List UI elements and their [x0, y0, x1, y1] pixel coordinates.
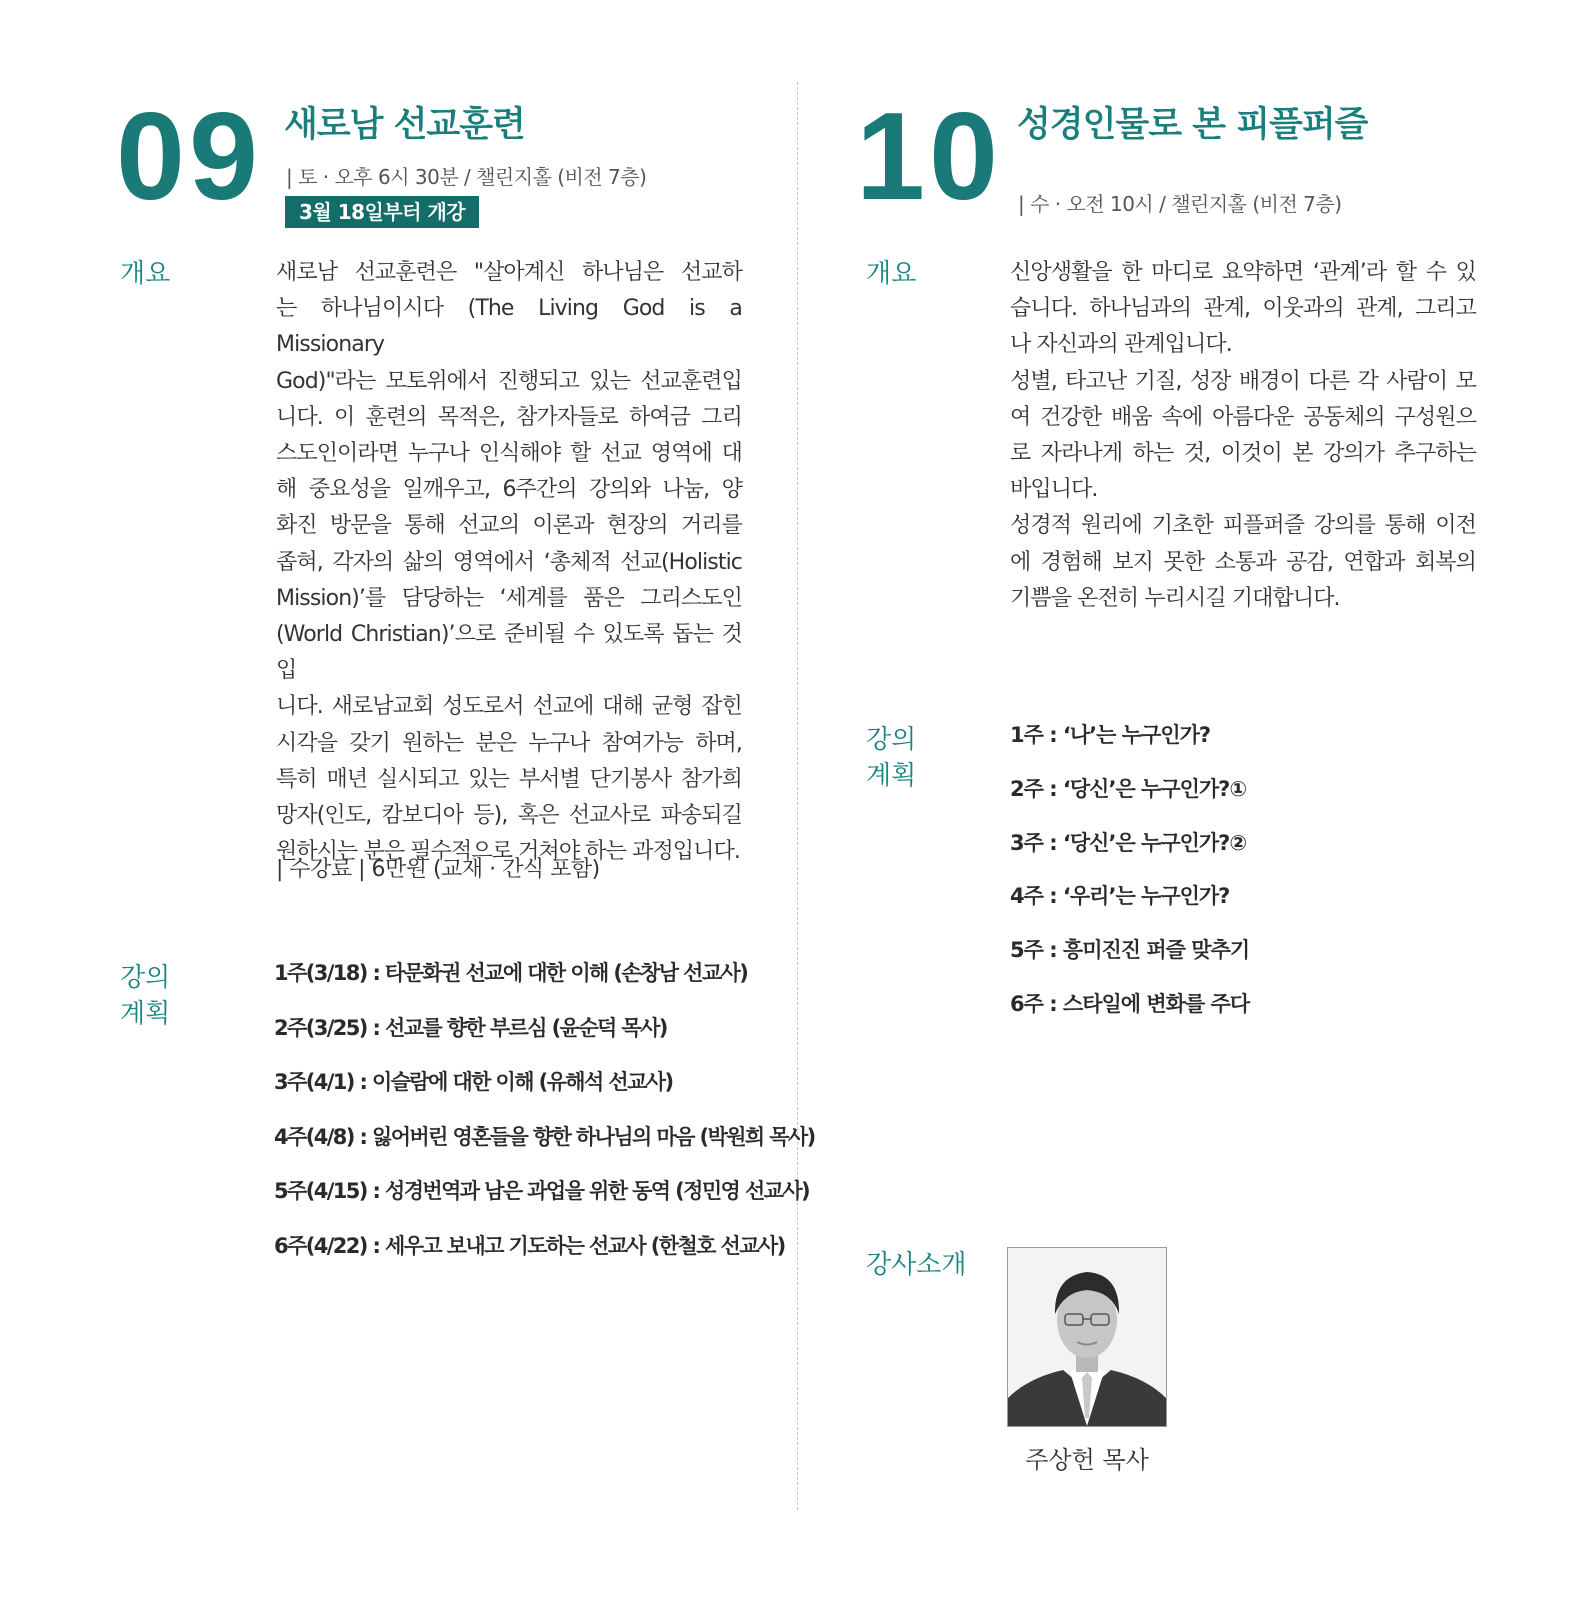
overview-line: 스도인이라면 누구나 인식해야 할 선교 영역에 대 [276, 441, 742, 467]
overview-line: 기쁨을 온전히 누리시길 기대합니다. [1010, 585, 1340, 611]
overview-paragraph [1010, 255, 1476, 364]
course-10-schedule: | 수 · 오전 10시 / 챌린지홀 (비전 7층) [1018, 192, 1342, 216]
plan-item: 6주 : 스타일에 변화를 주다 [1010, 991, 1250, 1016]
overview-line: 특히 매년 실시되고 있는 부서별 단기봉사 참가희 [276, 766, 742, 792]
instructor-photo [1007, 1247, 1167, 1427]
overview-line: 바입니다. [1010, 477, 1098, 503]
plan-item: 3주(4/1) : 이슬람에 대한 이해 (유해석 선교사) [274, 1070, 673, 1094]
plan-item: 5주 : 흥미진진 퍼즐 맞추기 [1010, 938, 1250, 963]
course-09-plan-label: 강의 계획 [120, 963, 171, 1029]
overview-line: 화진 방문을 통해 선교의 이론과 현장의 거리를 [276, 513, 742, 539]
course-09-overview-label: 개요 [120, 259, 171, 289]
plan-item: 6주(4/22) : 세우고 보내고 기도하는 선교사 (한철호 선교사) [274, 1233, 785, 1258]
overview-line: 로 자라나게 하는 것, 이것이 본 강의가 추구하는 [1010, 441, 1476, 467]
plan-item: 1주(3/18) : 타문화권 선교에 대한 이해 (손창남 선교사) [274, 961, 748, 985]
column-divider [797, 82, 798, 1510]
overview-line: 나 자신과의 관계입니다. [1010, 332, 1232, 358]
overview-line: 해 중요성을 일깨우고, 6주간의 강의와 나눔, 양 [276, 477, 742, 503]
overview-line: 시각을 갖기 원하는 분은 누구나 참여가능 하며, [276, 730, 742, 756]
overview-line: 성경적 원리에 기초한 피플퍼즐 강의를 통해 이전 [1010, 513, 1476, 539]
overview-line: 니다. 새로남교회 성도로서 선교에 대해 균형 잡힌 [276, 694, 742, 720]
course-10-title: 성경인물로 본 피플퍼즐 [1017, 105, 1368, 145]
course-09-fee: | 수강료 | 6만원 (교재 · 간식 포함) [276, 857, 600, 882]
plan-item: 1주 : ‘나’는 누구인가? [1010, 723, 1211, 747]
course-10-overview-label: 개요 [866, 259, 917, 289]
course-10-plan-list [1010, 720, 1249, 1043]
overview-paragraph [1010, 364, 1476, 509]
overview-line: (World Christian)’으로 준비될 수 있도록 돕는 것입 [276, 622, 742, 684]
overview-line: Mission)’를 담당하는 ‘세계를 품은 그리스도인 [276, 585, 742, 611]
plan-item: 4주(4/8) : 잃어버린 영혼들을 향한 하나님의 마음 (박원희 목사) [274, 1124, 815, 1149]
overview-line: 성별, 타고난 기질, 성장 배경이 다른 각 사람이 모 [1010, 368, 1476, 394]
plan-item: 2주(3/25) : 선교를 향한 부르심 (윤순덕 목사) [274, 1015, 667, 1040]
overview-line: 망자(인도, 캄보디아 등), 혹은 선교사로 파송되길 [276, 803, 742, 829]
overview-line: 는 하나님이시다 (The Living God is a Missionary [276, 296, 742, 358]
overview-line: 에 경험해 보지 못한 소통과 공감, 연합과 회복의 [1010, 549, 1476, 575]
plan-item: 4주 : ‘우리’는 누구인가? [1010, 884, 1230, 909]
course-09-plan-list [274, 958, 815, 1285]
course-09-opening-badge: 3월 18일부터 개강 [285, 196, 479, 228]
course-09-title: 새로남 선교훈련 [284, 105, 525, 145]
course-10-plan-label: 강의 계획 [866, 725, 917, 791]
overview-paragraph [1010, 508, 1476, 617]
course-10-instructor-label: 강사소개 [866, 1250, 967, 1280]
instructor-name: 주상헌 목사 [1025, 1446, 1149, 1474]
course-09-schedule: | 토 · 오후 6시 30분 / 챌린지홀 (비전 7층) [286, 165, 647, 189]
course-10-overview [1010, 255, 1476, 617]
overview-line: 습니다. 하나님과의 관계, 이웃과의 관계, 그리고 [1010, 296, 1476, 322]
overview-line: 여 건강한 배움 속에 아름다운 공동체의 구성원으 [1010, 404, 1476, 430]
plan-item: 2주 : ‘당신’은 누구인가?① [1010, 776, 1247, 801]
overview-line: 새로남 선교훈련은 "살아계신 하나님은 선교하 [276, 260, 742, 285]
overview-line: 원하시는 분은 필수적으로 거쳐야 하는 과정입니다. [276, 839, 740, 865]
plan-item: 3주 : ‘당신’은 누구인가?② [1010, 830, 1247, 855]
overview-line: God)"라는 모토위에서 진행되고 있는 선교훈련입 [276, 368, 742, 394]
plan-item: 5주(4/15) : 성경번역과 남은 과업을 위한 동역 (정민영 선교사) [274, 1179, 809, 1203]
course-09-overview [276, 255, 742, 870]
overview-line: 니다. 이 훈련의 목적은, 참가자들로 하여금 그리 [276, 404, 742, 430]
overview-line: 신앙생활을 한 마디로 요약하면 ‘관계’라 할 수 있 [1010, 260, 1476, 285]
course-09-number: 09 [116, 88, 262, 226]
overview-line: 좁혀, 각자의 삶의 영역에서 ‘총체적 선교(Holistic [276, 549, 742, 575]
course-10-number: 10 [856, 88, 1002, 226]
